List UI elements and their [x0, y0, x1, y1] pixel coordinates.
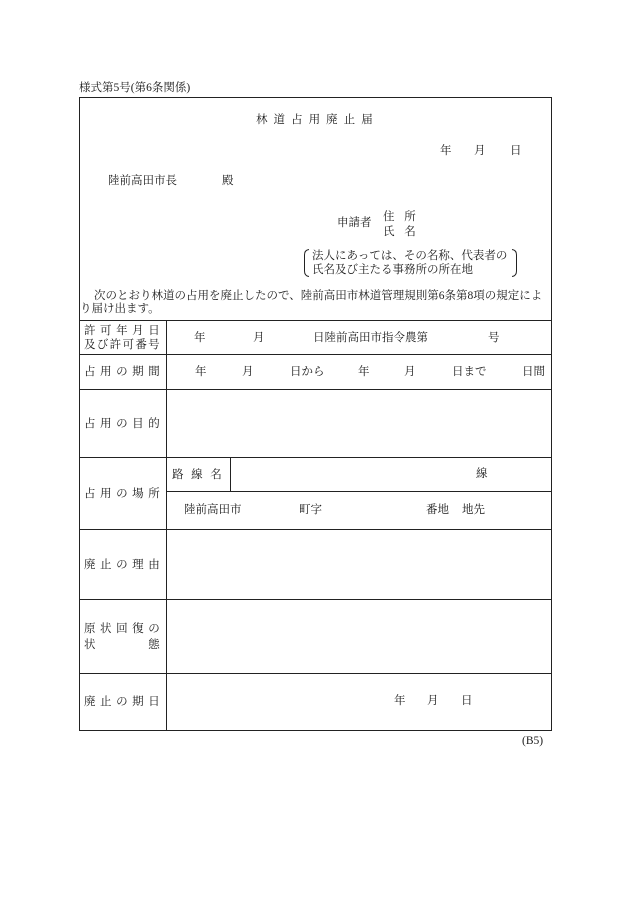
right-bracket-icon — [511, 249, 518, 277]
form-number: 様式第5号(第6条関係) — [79, 82, 191, 94]
reason-value-cell — [167, 530, 552, 599]
period-to-day: 日まで — [452, 366, 487, 378]
reason-label: 廃 止 の 理 由 — [84, 558, 160, 571]
row-permit — [79, 320, 552, 354]
location-label-cell — [79, 458, 167, 529]
corporate-note-line-1: 法人にあっては、その名称、代表者の — [312, 250, 508, 262]
route-suffix: 線 — [476, 468, 488, 480]
period-from-day: 日から — [290, 366, 325, 378]
end-date-year: 年 — [394, 695, 406, 707]
statement-line-2: り届け出ます。 — [80, 303, 160, 315]
end-date-month: 月 — [427, 695, 439, 707]
purpose-label-cell — [79, 390, 167, 457]
applicant-label: 申請者 — [337, 217, 372, 229]
reason-label-cell — [79, 530, 167, 599]
statement-line-1: 次のとおり林道の占用を廃止したので、陸前高田市林道管理規則第6条第8項の規定によ — [94, 290, 543, 302]
period-from-month: 月 — [242, 366, 254, 378]
addressee-honorific: 殿 — [222, 175, 234, 187]
end-date-value-cell — [167, 674, 552, 730]
location-town: 町字 — [299, 504, 322, 516]
restoration-label-line-1: 原 状 回 復 の — [84, 622, 160, 635]
permit-value-cell — [167, 321, 552, 354]
permit-year-unit: 年 — [194, 332, 206, 344]
form-title: 林 道 占 用 廃 止 届 — [256, 114, 373, 126]
row-restoration — [79, 599, 552, 673]
end-date-day: 日 — [461, 695, 473, 707]
left-bracket-icon — [303, 249, 310, 277]
row-reason — [79, 529, 552, 599]
paper-size-note: (B5) — [522, 735, 544, 747]
permit-label — [79, 321, 167, 354]
permit-day-directive-prefix: 日陸前高田市指令農第 — [313, 332, 428, 344]
period-label-cell — [79, 355, 167, 389]
route-label-cell — [167, 458, 231, 491]
restoration-label-cell — [79, 600, 167, 673]
route-label: 路 線 名 — [172, 468, 222, 481]
permit-label-line-1: 許 可 年 月 日 — [84, 324, 160, 337]
row-location — [79, 457, 552, 529]
location-lot: 番地 — [426, 504, 449, 516]
row-end-date — [79, 673, 552, 730]
location-vicinity: 地先 — [462, 504, 485, 516]
end-date-label-cell — [79, 674, 167, 730]
date-month-unit: 月 — [474, 145, 486, 157]
end-date-label: 廃 止 の 期 日 — [84, 696, 160, 708]
period-to-month: 月 — [404, 366, 416, 378]
period-label: 占 用 の 期 間 — [84, 366, 160, 378]
location-subdivider — [167, 491, 552, 492]
addressee-name: 陸前高田市長 — [108, 175, 177, 187]
applicant-address-label: 住 所 — [383, 211, 416, 223]
restoration-label-line-2: 状 態 — [84, 638, 160, 651]
date-year-unit: 年 — [440, 145, 452, 157]
row-period — [79, 354, 552, 389]
period-to-year: 年 — [358, 366, 370, 378]
date-day-unit: 日 — [510, 145, 522, 157]
purpose-label: 占 用 の 目 的 — [84, 417, 160, 430]
location-city: 陸前高田市 — [184, 504, 242, 516]
row-purpose — [79, 389, 552, 457]
permit-label-line-2: 及び許可番号 — [84, 338, 160, 351]
period-from-year: 年 — [195, 366, 207, 378]
location-label: 占 用 の 場 所 — [84, 487, 160, 500]
permit-month-unit: 月 — [253, 332, 265, 344]
period-value-cell — [167, 355, 552, 389]
period-days: 日間 — [522, 366, 545, 378]
corporate-note-line-2: 氏名及び主たる事務所の所在地 — [312, 264, 473, 276]
location-value-cell — [167, 458, 552, 529]
purpose-value-cell — [167, 390, 552, 457]
restoration-value-cell — [167, 600, 552, 673]
applicant-name-label: 氏 名 — [383, 226, 416, 238]
permit-number-suffix: 号 — [488, 332, 500, 344]
